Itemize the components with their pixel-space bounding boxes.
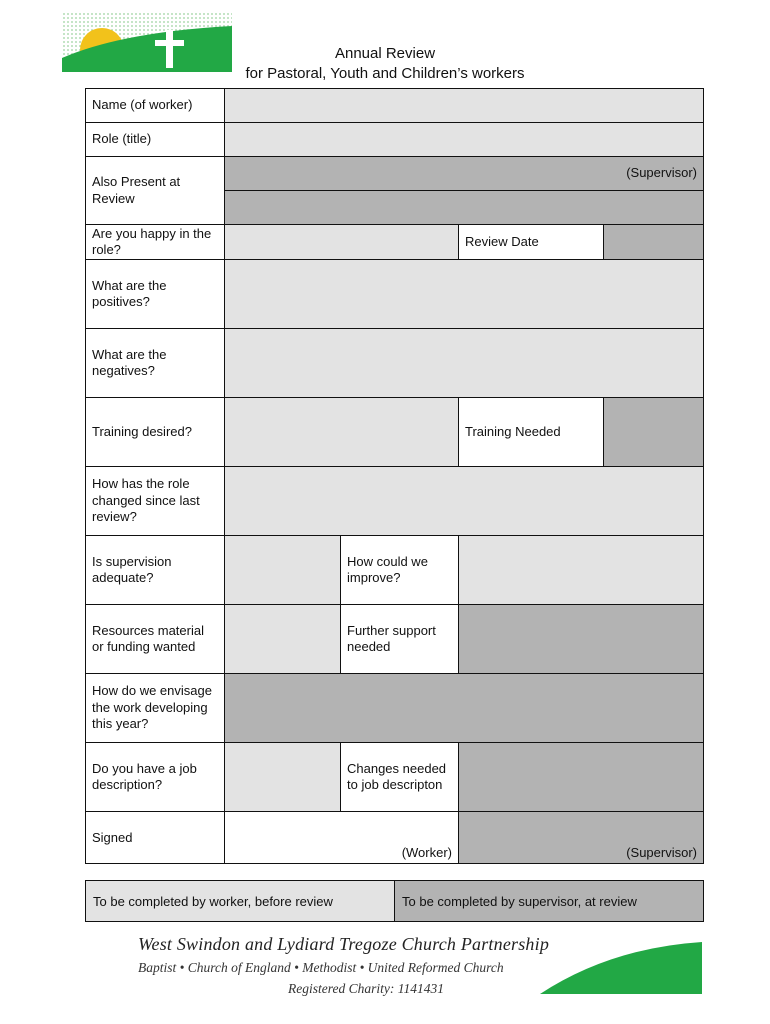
review-date-label: Review Date: [459, 225, 604, 260]
role-field[interactable]: [225, 123, 704, 157]
supervisor-signature-field[interactable]: [459, 812, 704, 864]
improve-field[interactable]: [459, 536, 704, 605]
review-date-field[interactable]: [604, 225, 704, 260]
worker-note: (Worker): [401, 844, 452, 860]
training-desired-field[interactable]: [225, 398, 459, 467]
review-form: [85, 88, 704, 864]
worker-signature-field[interactable]: [225, 812, 459, 864]
supervisor-note: (Supervisor): [626, 165, 697, 181]
page-subtitle: for Pastoral, Youth and Children’s workers: [245, 65, 525, 82]
envisage-label: How do we envisage the work developing this year?: [86, 674, 225, 743]
improve-label: How could we improve?: [341, 536, 459, 605]
training-needed-field[interactable]: [604, 398, 704, 467]
supervision-field[interactable]: [225, 536, 341, 605]
color-legend: [85, 880, 704, 922]
resources-label: Resources material or funding wanted: [86, 605, 225, 674]
job-description-field[interactable]: [225, 743, 341, 812]
signed-supervisor-note: (Supervisor): [626, 844, 697, 860]
training-desired-label: Training desired?: [86, 398, 225, 467]
changes-label: Changes needed to job descripton: [341, 743, 459, 812]
positives-label: What are the positives?: [86, 260, 225, 329]
role-label: Role (title): [86, 123, 225, 157]
role-changed-label: How has the role changed since last review?: [86, 467, 225, 536]
also-present-field-2[interactable]: [225, 191, 704, 225]
positives-field[interactable]: [225, 260, 704, 329]
organisation-name: West Swindon and Lydiard Tregoze Church Partnership: [138, 934, 550, 954]
name-label: Name (of worker): [86, 89, 225, 123]
registered-charity: Registered Charity: 1141431: [288, 981, 444, 996]
also-present-supervisor-field[interactable]: [225, 157, 704, 191]
envisage-field[interactable]: [225, 674, 704, 743]
name-field[interactable]: [225, 89, 704, 123]
changes-field[interactable]: [459, 743, 704, 812]
role-changed-field[interactable]: [225, 467, 704, 536]
also-present-label: Also Present at Review: [86, 157, 225, 225]
signed-label: Signed: [86, 812, 225, 864]
resources-field[interactable]: [225, 605, 341, 674]
further-support-field[interactable]: [459, 605, 704, 674]
happy-label: Are you happy in the role?: [86, 225, 225, 260]
training-needed-label: Training Needed: [459, 398, 604, 467]
footer: [138, 934, 618, 997]
happy-field[interactable]: [225, 225, 459, 260]
page-title: Annual Review: [334, 45, 436, 62]
legend-supervisor: To be completed by supervisor, at review: [395, 881, 704, 922]
further-support-label: Further support needed: [341, 605, 459, 674]
job-description-label: Do you have a job description?: [86, 743, 225, 812]
supervision-label: Is supervision adequate?: [86, 536, 225, 605]
title-block: [150, 44, 620, 84]
negatives-label: What are the negatives?: [86, 329, 225, 398]
denominations: Baptist • Church of England • Methodist • United Reformed Church: [138, 960, 504, 975]
negatives-field[interactable]: [225, 329, 704, 398]
legend-worker: To be completed by worker, before review: [86, 881, 395, 922]
